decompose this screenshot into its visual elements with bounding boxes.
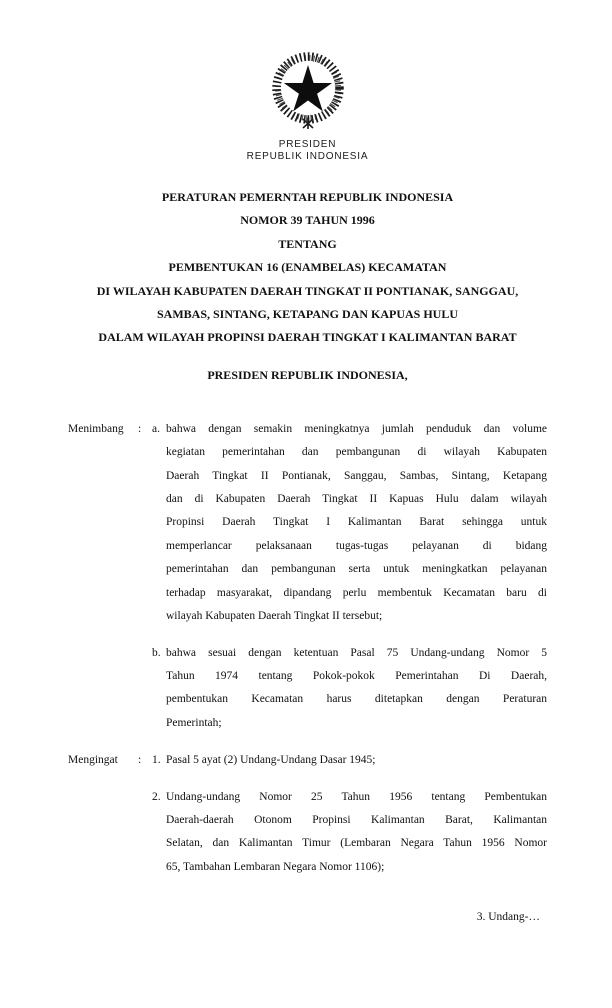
star-wreath-emblem-icon — [264, 47, 352, 135]
item-line: Propinsi Daerah Tingkat I Kalimantan Barat sehingga untuk — [166, 516, 547, 529]
item-line: terhadap masyarakat, dipandang perlu membentuk Kecamatan baru di — [166, 586, 547, 599]
item-line: pemerintahan dan pembangunan serta untuk meningkatkan pelayanan — [166, 563, 547, 576]
item-text — [166, 642, 547, 736]
letterhead — [68, 139, 547, 162]
clause-body — [152, 418, 547, 735]
list-item-a — [152, 418, 547, 629]
clause-label: Mengingat — [68, 754, 118, 767]
item-line: Daerah-daerah Otonom Propinsi Kalimantan Barat, Kalimantan — [166, 813, 547, 826]
clause-body — [152, 749, 547, 879]
item-line: 65, Tambahan Lembaran Negara Nomor 1106); — [166, 860, 385, 873]
clause-mengingat — [68, 749, 547, 879]
title-line-3: TENTANG — [278, 236, 337, 251]
title-line-7: DALAM WILAYAH PROPINSI DAERAH TINGKAT I KALIMANTAN BARAT — [98, 330, 517, 345]
title-line-1: PERATURAN PEMERNTAH REPUBLIK INDONESIA — [161, 190, 454, 204]
item-line: bahwa dengan semakin meningkatnya jumlah penduduk dan volume — [166, 422, 547, 435]
title-line-6: SAMBAS, SINTANG, KETAPANG DAN KAPUAS HULU — [156, 307, 459, 322]
presidential-emblem — [68, 0, 547, 135]
title-line-2: NOMOR 39 TAHUN 1996 — [240, 213, 375, 228]
letterhead-republik-indonesia: REPUBLIK INDONESIA — [246, 150, 369, 162]
item-line: Tahun 1974 tentang Pokok-pokok Pemerintahan Di Daerah, — [166, 669, 547, 682]
title-line-5: DI WILAYAH KABUPATEN DAERAH TINGKAT II PONTIANAK, SANGGAU, — [96, 283, 519, 298]
item-line: bahwa sesuai dengan ketentuan Pasal 75 Undang-undang Nomor 5 — [166, 646, 547, 659]
item-marker: 1. — [152, 754, 161, 767]
item-text — [166, 786, 547, 880]
item-line: dan di Kabupaten Daerah Tingkat II Kapuas Hulu dalam wilayah — [166, 493, 547, 506]
item-line: Selatan, dan Kalimantan Timur (Lembaran Negara Tahun 1956 Nomor — [166, 837, 547, 850]
item-line: Pasal 5 ayat (2) Undang-Undang Dasar 1945; — [166, 754, 376, 767]
item-line: wilayah Kabupaten Daerah Tingkat II tersebut; — [166, 610, 383, 623]
clause-colon: : — [138, 422, 142, 435]
item-line: Undang-undang Nomor 25 Tahun 1956 tentang Pembentukan — [166, 790, 547, 803]
item-marker: 2. — [152, 790, 161, 803]
item-text — [166, 418, 547, 629]
salutation: PRESIDEN REPUBLIK INDONESIA, — [207, 367, 408, 382]
item-marker: b. — [152, 646, 161, 659]
item-line: pembentukan Kecamatan harus ditetapkan dengan Peraturan — [166, 693, 547, 706]
item-text — [166, 749, 547, 772]
clauses-section — [68, 418, 547, 879]
letterhead-presiden: PRESIDEN — [278, 139, 337, 150]
list-item-1 — [152, 749, 547, 772]
item-line: memperlancar pelaksanaan tugas-tugas pelayanan di bidang — [166, 539, 547, 552]
item-marker: a. — [152, 422, 160, 435]
regulation-title — [68, 186, 547, 350]
item-line: Pemerintah; — [166, 716, 222, 729]
clause-menimbang — [68, 418, 547, 735]
item-line: Daerah Tingkat II Pontianak, Sanggau, Sambas, Sintang, Ketapang — [166, 469, 547, 482]
item-line: kegiatan pemerintahan dan pembangunan di wilayah Kabupaten — [166, 446, 547, 459]
star-icon — [283, 65, 331, 111]
clause-label: Menimbang — [68, 422, 124, 435]
clause-colon: : — [138, 754, 142, 767]
list-item-2 — [152, 786, 547, 880]
catchword: 3. Undang-… — [476, 911, 540, 923]
list-item-b — [152, 642, 547, 736]
title-line-4: PEMBENTUKAN 16 (ENAMBELAS) KECAMATAN — [168, 260, 447, 275]
